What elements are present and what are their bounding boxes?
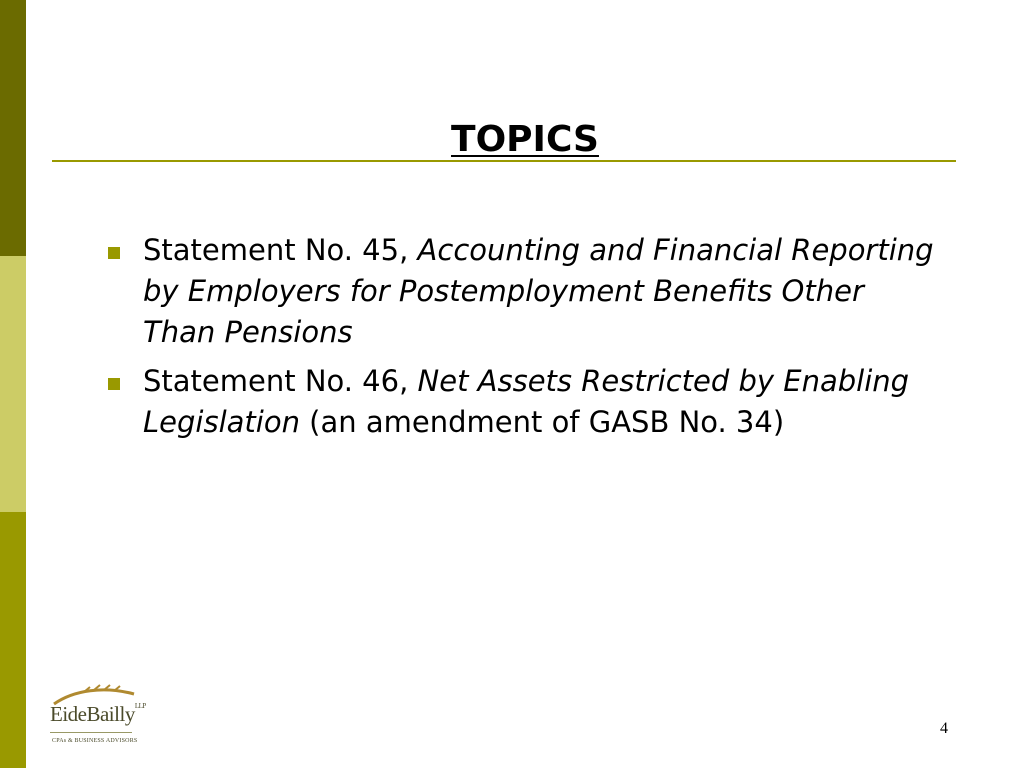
square-bullet-icon [108, 378, 120, 390]
side-bar-middle [0, 256, 26, 512]
logo-tagline: CPAs & BUSINESS ADVISORS [52, 738, 138, 744]
side-bar-bottom [0, 512, 26, 768]
bullet-list [104, 230, 934, 451]
eide-bailly-logo [44, 684, 144, 750]
bullet-item-statement-46 [104, 361, 934, 443]
logo-name-text: EideBailly [50, 702, 135, 726]
bullet-suffix: (an amendment of GASB No. 34) [299, 405, 785, 439]
logo-divider [50, 732, 132, 733]
square-bullet-icon [108, 247, 120, 259]
bullet-prefix: Statement No. 45, [143, 233, 418, 267]
logo-wordmark [50, 702, 146, 727]
side-bar-top [0, 0, 26, 256]
bullet-italic-title: Net Assets Restricted by Enabling Legislation [143, 364, 910, 439]
bullet-prefix: Statement No. 46, [143, 364, 418, 398]
logo-trademark: LLP [134, 702, 146, 710]
bullet-italic-title: Accounting and Financial Reporting by Employers for Postemployment Benefits Other Than Pensions [143, 233, 934, 349]
bullet-item-statement-45 [104, 230, 934, 353]
page-number: 4 [940, 720, 948, 737]
title-divider [52, 160, 956, 162]
slide-title: TOPICS [451, 119, 599, 160]
